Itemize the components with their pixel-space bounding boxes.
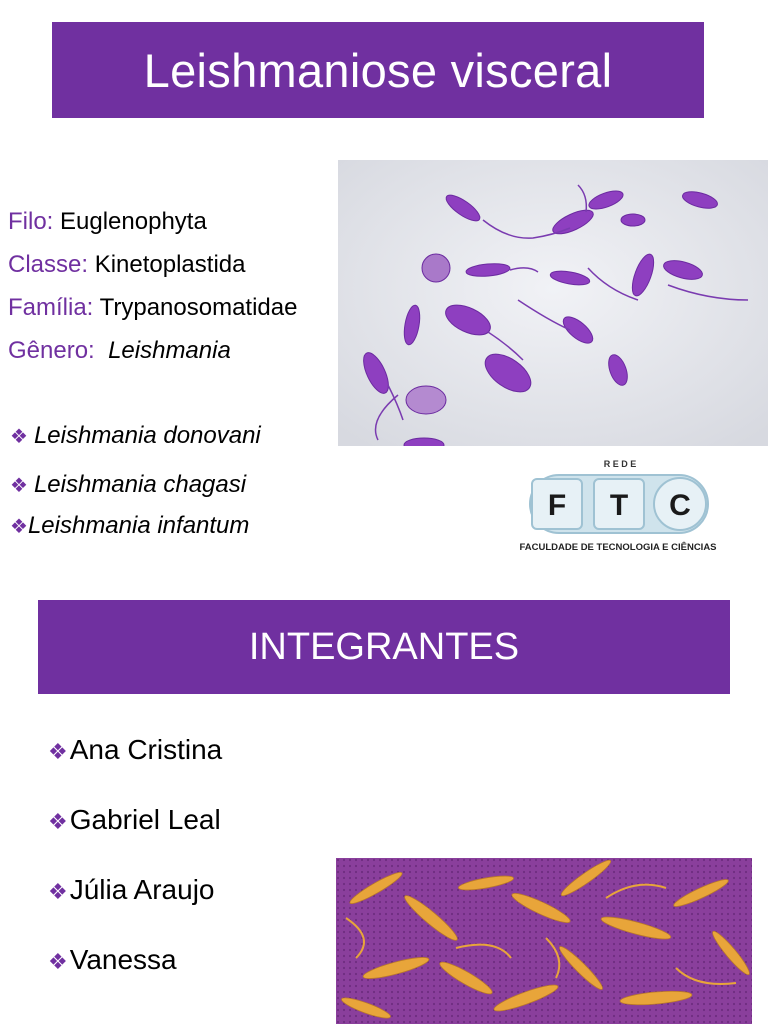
member-item (48, 940, 222, 1010)
diamond-bullet-icon: ❖ (48, 879, 68, 904)
member-name: Vanessa (69, 944, 177, 975)
member-item (48, 870, 222, 940)
species-item (10, 512, 249, 540)
taxonomy-row-classe (8, 243, 297, 286)
taxonomy-label: Filo: (8, 208, 54, 235)
taxonomy-label: Gênero: (8, 337, 95, 364)
member-item (48, 730, 222, 800)
taxonomy-label: Classe: (8, 251, 89, 278)
member-name: Gabriel Leal (69, 804, 221, 835)
taxonomy-value: Trypanosomatidae (99, 294, 298, 321)
ftc-logo-letter: C (669, 489, 691, 522)
diamond-bullet-icon: ❖ (48, 739, 68, 764)
species-name: Leishmania infantum (27, 512, 250, 539)
species-name: Leishmania donovani (33, 422, 261, 449)
members-list (48, 730, 222, 1010)
taxonomy-list (8, 200, 297, 372)
leishmania-sem-drawing (336, 858, 752, 1024)
ftc-logo-subtitle: FACULDADE DE TECNOLOGIA E CIÊNCIAS (519, 542, 717, 553)
leishmania-micrograph-drawing (338, 160, 768, 446)
taxonomy-value: Euglenophyta (60, 208, 207, 235)
species-item (10, 422, 261, 450)
diamond-bullet-icon: ❖ (10, 475, 28, 497)
diamond-bullet-icon: ❖ (10, 426, 28, 448)
title-banner (52, 22, 704, 118)
taxonomy-value: Kinetoplastida (94, 251, 246, 278)
leishmania-micrograph (338, 160, 768, 446)
taxonomy-row-familia (8, 286, 297, 329)
ftc-logo-top-text: R E D E (603, 459, 637, 469)
taxonomy-row-filo (8, 200, 297, 243)
member-item (48, 800, 222, 870)
diamond-bullet-icon: ❖ (48, 949, 68, 974)
page-title: Leishmaniose visceral (143, 43, 613, 97)
integrantes-title: INTEGRANTES (248, 625, 520, 668)
integrantes-banner (38, 600, 730, 694)
ftc-logo (498, 455, 738, 555)
taxonomy-value: Leishmania (108, 337, 231, 364)
species-name: Leishmania chagasi (33, 471, 247, 498)
ftc-logo-letter: T (609, 489, 629, 522)
member-name: Júlia Araujo (69, 874, 215, 905)
diamond-bullet-icon: ❖ (10, 516, 28, 538)
taxonomy-label: Família: (8, 294, 94, 321)
taxonomy-row-genero (8, 329, 297, 372)
leishmania-sem-image (336, 858, 752, 1024)
member-name: Ana Cristina (69, 734, 223, 765)
ftc-logo-letter: F (547, 489, 567, 522)
ftc-logo-drawing (498, 455, 738, 555)
diamond-bullet-icon: ❖ (48, 809, 68, 834)
species-item (10, 471, 246, 499)
